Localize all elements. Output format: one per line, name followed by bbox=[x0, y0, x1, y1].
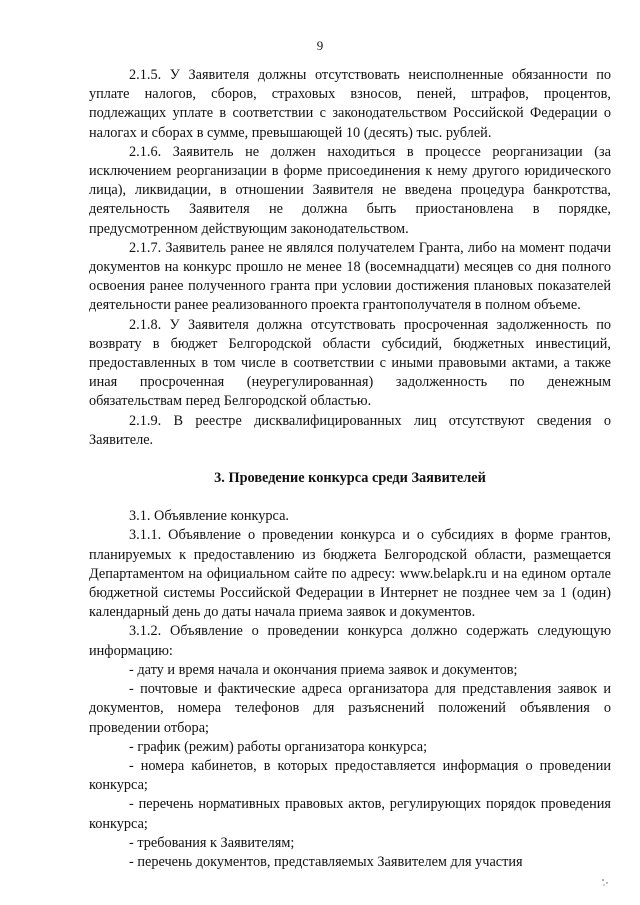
list-item: - требования к Заявителям; bbox=[129, 834, 295, 851]
paragraph-3-1: 3.1. Объявление конкурса. bbox=[129, 508, 289, 525]
paragraph-2-1-6: 2.1.6. Заявитель не должен находиться в процессе реорганизации (за исключением реорганизации в форме присоединения к нему другого юридического лица), ликвидации, в отношении Заявителя не введена процедура банкротства, деятельность Заявителя не должна быть приостановлена в порядке, предусмотренном действующим законодательством. bbox=[89, 143, 611, 237]
document-body bbox=[89, 66, 611, 872]
paragraph-3-1-1: 3.1.1. Объявление о проведении конкурса и о субсидиях в форме грантов, планируемых к предоставлению из бюджета Белгородской области, размещается Департаментом на официальном сайте по адресу: www.belapk.ru и на едином ортале бюджетной системы Российской Федерации в Интернет не позднее чем за 1 (один) календарный день до даты начала приема заявок и документов. bbox=[89, 527, 611, 621]
paragraph-2-1-7: 2.1.7. Заявитель ранее не являлся получателем Гранта, либо на момент подачи документов на конкурс прошло не менее 18 (восемнадцати) месяцев со дня полного освоения ранее полученного гранта при условии достижения плановых показателей деятельности ранее реализованного проекта грантополучателя в полном объеме. bbox=[89, 239, 611, 314]
list-item: - график (режим) работы организатора конкурса; bbox=[129, 738, 428, 755]
page-number: 9 bbox=[316, 38, 324, 53]
paragraph-2-1-5: 2.1.5. У Заявителя должны отсутствовать неисполненные обязанности по уплате налогов, сборов, страховых взносов, пеней, штрафов, процентов, подлежащих уплате в соответствии с законодательством Российской Федерации о налогах и сборах в сумме, превышающей 10 (десять) тыс. рублей. bbox=[89, 67, 611, 141]
scan-specks bbox=[600, 877, 610, 887]
paragraph-3-1-2: 3.1.2. Объявление о проведении конкурса должно содержать следующую информацию: bbox=[89, 623, 611, 659]
list-item: - перечень нормативных правовых актов, регулирующих порядок проведения конкурса; bbox=[89, 796, 611, 832]
list-item: - номера кабинетов, в которых предоставляется информация о проведении конкурса; bbox=[89, 757, 611, 794]
list-item: - перечень документов, представляемых Заявителем для участия bbox=[129, 853, 523, 870]
list-item: - почтовые и фактические адреса организатора для представления заявок и документов, номера телефонов для разъяснений положений объявления о проведении отбора; bbox=[89, 681, 611, 736]
list-item: - дату и время начала и окончания приема заявок и документов; bbox=[129, 661, 518, 678]
paragraph-2-1-8: 2.1.8. У Заявителя должна отсутствовать просроченная задолженность по возврату в бюджет Белгородской области субсидий, бюджетных инвестиций, предоставленных в том числе в соответствии с иными правовыми актами, а также иная просроченная (неурегулированная) задолженность по денежным обязательствам перед Белгородской областью. bbox=[89, 316, 611, 410]
section-heading: 3. Проведение конкурса среди Заявителей bbox=[214, 470, 486, 487]
paragraph-2-1-9: 2.1.9. В реестре дисквалифицированных лиц отсутствуют сведения о Заявителе. bbox=[89, 412, 611, 448]
